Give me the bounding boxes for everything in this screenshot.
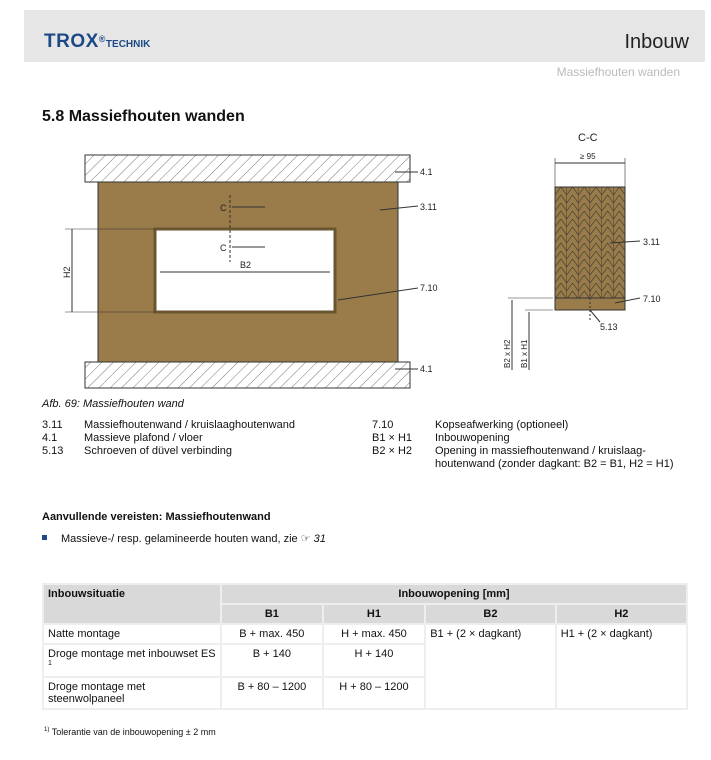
svg-text:7.10: 7.10 [420,283,438,293]
th-situation: Inbouwsituatie [43,584,221,624]
svg-text:B1 x H1: B1 x H1 [520,339,529,368]
cell: H + 80 – 1200 [323,677,425,709]
chapter-title: Inbouw [624,31,689,53]
page-title: 5.8 Massiefhouten wanden [42,108,245,125]
table-row [43,624,687,644]
section-subtitle: Massiefhouten wanden [556,65,680,79]
cell: Droge montage met steenwolpaneel [43,677,221,709]
cell: H + 140 [323,644,425,677]
page-ref-icon: ☞ [300,533,311,545]
requirements-bullet: Massieve-/ resp. gelamineerde houten wand, zie ☞ 31 [42,532,326,545]
installation-table [42,583,688,710]
svg-text:B2: B2 [240,260,252,270]
bullet-icon [42,535,47,540]
requirements-heading: Aanvullende vereisten: Massiefhoutenwand [42,511,271,523]
legend-keys-right: 7.10 B1 × H1 B2 × H2 [372,419,413,457]
cell: B + max. 450 [221,624,323,644]
svg-text:5.13: 5.13 [600,322,618,332]
cell: Natte montage [43,624,221,644]
section-c-c [503,132,661,370]
th-opening: Inbouwopening [mm] [221,584,687,604]
svg-text:C: C [220,243,227,253]
page-ref-link[interactable]: 31 [313,533,326,545]
svg-text:≥ 95: ≥ 95 [580,152,596,161]
svg-text:3.11: 3.11 [420,202,437,212]
svg-text:H2: H2 [62,266,72,278]
front-view [62,155,438,388]
svg-text:C: C [220,203,227,213]
svg-text:C-C: C-C [578,132,598,144]
trox-logo: TROX®TECHNIK [44,31,151,52]
figure-caption: Afb. 69: Massiefhouten wand [42,398,184,410]
cell: H + max. 450 [323,624,425,644]
th-b2: B2 [425,604,556,624]
cell: Droge montage met inbouwset ES $^1$ [43,644,221,677]
svg-text:4.1: 4.1 [420,167,433,177]
cell: B + 140 [221,644,323,677]
svg-text:7.10: 7.10 [643,294,661,304]
legend-values-right: Kopseafwerking (optioneel) Inbouwopening Opening in massiefhoutenwand / kruislaag-houtenwand (zonder dagkant: B2 = B1, H2 = H1) [435,419,674,470]
th-b1: B1 [221,604,323,624]
th-h1: H1 [323,604,425,624]
legend-values-left: Massiefhoutenwand / kruislaaghoutenwand Massieve plafond / vloer Schroeven of düvel verbinding [84,419,295,457]
cell: B1 + (2 × dagkant) [425,624,556,709]
legend-keys-left: 3.11 4.1 5.13 [42,419,64,457]
cell: H1 + (2 × dagkant) [556,624,687,709]
cell: B + 80 – 1200 [221,677,323,709]
th-h2: H2 [556,604,687,624]
svg-text:3.11: 3.11 [643,237,660,247]
svg-text:B2 x H2: B2 x H2 [503,339,512,368]
footnote: $^{1)}$ Tolerantie van de inbouwopening ± 2 mm [44,727,216,737]
svg-text:4.1: 4.1 [420,364,433,374]
